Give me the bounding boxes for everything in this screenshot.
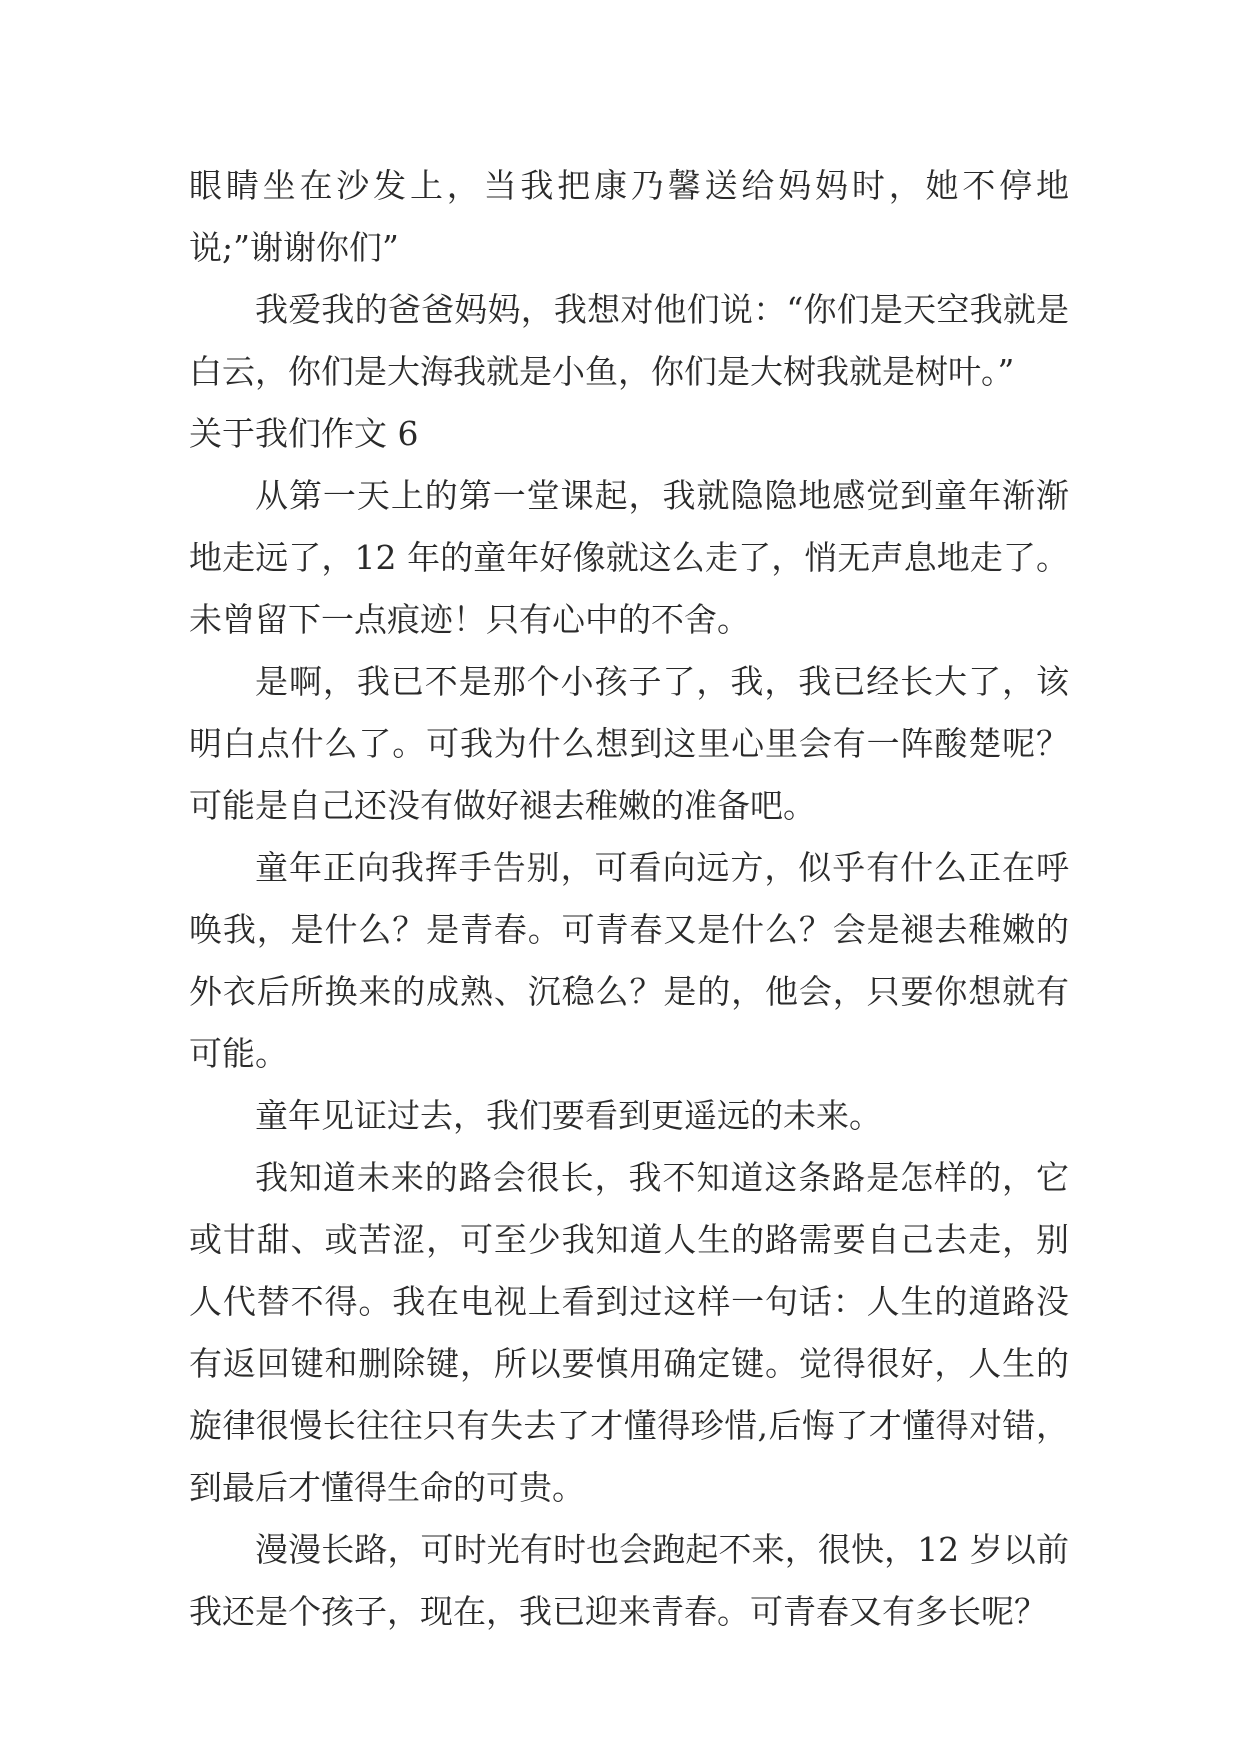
section-heading: 关于我们作文 6: [189, 414, 419, 453]
paragraph-8: 漫漫长路，可时光有时也会跑起不来，很快，12 岁以前我还是个孩子，现在，我已迎来青春。可青春又有多长呢？: [189, 1530, 1069, 1631]
document-body: [189, 155, 1069, 1643]
paragraph-2: 我爱我的爸爸妈妈，我想对他们说：“你们是天空我就是白云，你们是大海我就是小鱼，你们是大树我就是树叶。”: [189, 290, 1069, 391]
paragraph-3: 从第一天上的第一堂课起，我就隐隐地感觉到童年渐渐地走远了，12 年的童年好像就这么走了，悄无声息地走了。未曾留下一点痕迹！只有心中的不舍。: [189, 476, 1069, 639]
paragraph-7: 我知道未来的路会很长，我不知道这条路是怎样的，它或甘甜、或苦涩，可至少我知道人生的路需要自己去走，别人代替不得。我在电视上看到过这样一句话：人生的道路没有返回键和删除键，所以要慎用确定键。觉得很好，人生的旋律很慢长往往只有失去了才懂得珍惜,后悔了才懂得对错，到最后才懂得生命的可贵。: [189, 1158, 1069, 1507]
paragraph-4: 是啊，我已不是那个小孩子了，我，我已经长大了，该明白点什么了。可我为什么想到这里心里会有一阵酸楚呢？可能是自己还没有做好褪去稚嫩的准备吧。: [189, 662, 1069, 825]
paragraph-1: 眼睛坐在沙发上，当我把康乃馨送给妈妈时，她不停地说;”谢谢你们”: [189, 166, 1069, 267]
paragraph-5: 童年正向我挥手告别，可看向远方，似乎有什么正在呼唤我，是什么？是青春。可青春又是什么？会是褪去稚嫩的外衣后所换来的成熟、沉稳么？是的，他会，只要你想就有可能。: [189, 848, 1069, 1073]
paragraph-6: 童年见证过去，我们要看到更遥远的未来。: [255, 1096, 882, 1135]
